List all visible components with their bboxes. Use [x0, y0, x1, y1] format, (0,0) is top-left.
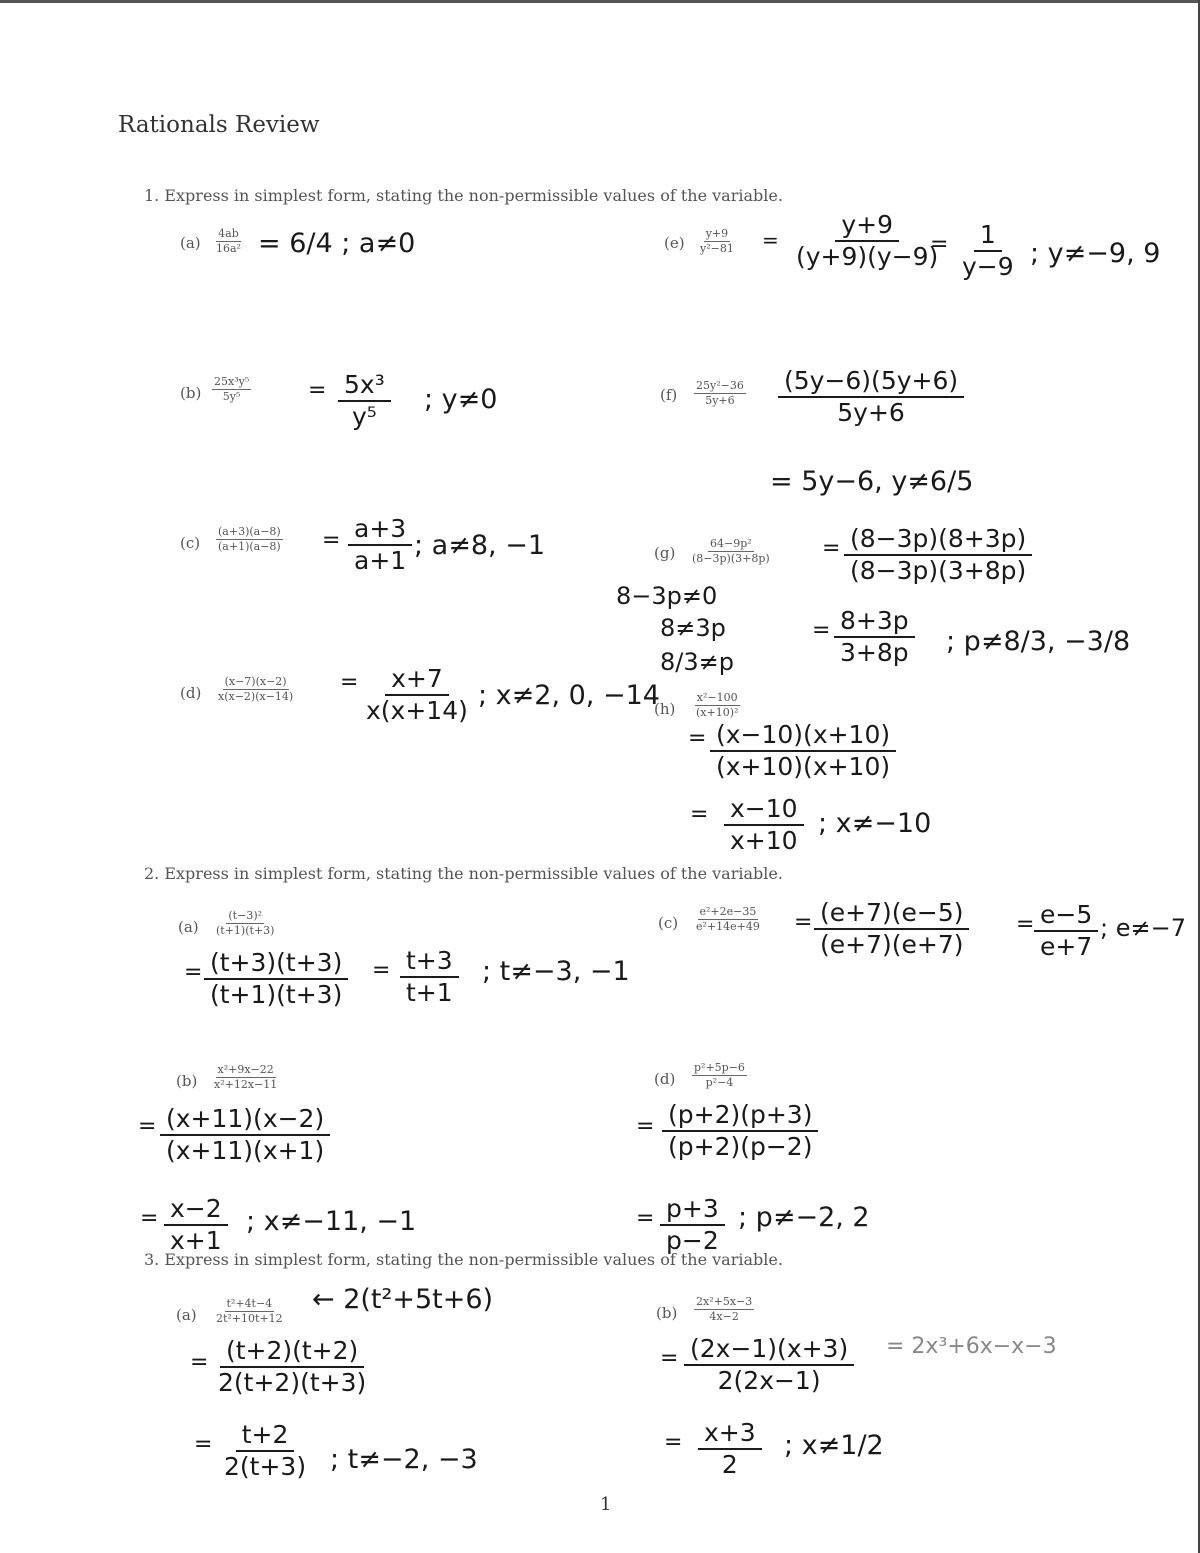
q3b-numerator: 2x²+5x−3: [696, 1295, 753, 1308]
q1g-work1-den: (8−3p)(3+8p): [850, 556, 1027, 585]
q3b-work1-den: 2(2x−1): [717, 1366, 821, 1395]
q1e-work2-num: 1: [974, 220, 1002, 252]
q3b-label: (b): [656, 1304, 678, 1322]
q2d-work2-num: p+3: [660, 1194, 725, 1226]
q2c-equals2: =: [1016, 912, 1035, 937]
q1d-work-tail: ; x≠2, 0, −14: [478, 680, 660, 711]
q3b-denominator: 4x−2: [709, 1310, 739, 1323]
q1e-work1-den: (y+9)(y−9): [796, 242, 939, 271]
q2d-work1-num: (p+2)(p+3): [662, 1100, 818, 1132]
q2c-work1-fraction: [814, 898, 969, 960]
q1f-work2: = 5y−6, y≠6/5: [770, 466, 974, 497]
q2a-equals2: =: [372, 958, 391, 983]
q1f-work1-den: 5y+6: [837, 398, 905, 427]
q1g-work-tail: ; p≠8/3, −3/8: [946, 626, 1131, 657]
q2d-fraction: [692, 1062, 747, 1089]
q3b-fraction: [694, 1296, 754, 1323]
q1g-equals2: =: [812, 618, 831, 643]
q3a-work-tail: ; t≠−2, −3: [330, 1444, 478, 1475]
q2d-work2-den: p−2: [666, 1226, 719, 1255]
q1g-work1-num: (8−3p)(8+3p): [844, 524, 1032, 556]
q1h-denominator: (x+10)²: [696, 706, 739, 719]
q3b-work1-fraction: [684, 1334, 854, 1396]
q1e-denominator: y²−81: [700, 242, 734, 255]
q1d-denominator: x(x−2)(x−14): [218, 690, 294, 703]
q1c-equals: =: [322, 528, 341, 553]
q2c-equals: =: [794, 910, 813, 935]
q1d-label: (d): [180, 684, 202, 702]
q2c-denominator: e²+14e+49: [696, 920, 760, 933]
q2a-label: (a): [178, 918, 199, 936]
q3b-work2-den: 2: [721, 1450, 738, 1479]
q2a-fraction: [214, 910, 276, 937]
q1g-side-note-2: 8≠3p: [660, 614, 726, 642]
q1b-fraction: [212, 376, 251, 403]
q3a-work1-den: 2(t+2)(t+3): [218, 1368, 367, 1397]
q1e-equals: =: [762, 228, 779, 252]
q2d-work-tail: ; p≠−2, 2: [738, 1202, 870, 1233]
q2c-work1-num: (e+7)(e−5): [814, 898, 969, 930]
q1a-fraction: [214, 228, 243, 255]
q2a-work1-den: (t+1)(t+3): [210, 980, 343, 1009]
q3a-side-note: ← 2(t²+5t+6): [312, 1284, 494, 1315]
q1c-fraction: [216, 526, 283, 553]
q1g-work2-num: 8+3p: [834, 606, 915, 638]
q1f-label: (f): [660, 386, 678, 404]
q1a-denominator: 16a²: [216, 242, 241, 255]
q2d-equals2: =: [636, 1206, 655, 1231]
q2b-work1-fraction: [160, 1104, 330, 1166]
q1g-work2-den: 3+8p: [840, 638, 909, 667]
q2d-label: (d): [654, 1070, 676, 1088]
q1h-work2-fraction: [724, 794, 804, 856]
q1h-work2-num: x−10: [724, 794, 804, 826]
q2a-work2-num: t+3: [400, 946, 459, 978]
q2c-fraction: [694, 906, 762, 933]
q1h-work1-den: (x+10)(x+10): [716, 752, 891, 781]
q1a-label: (a): [180, 234, 201, 252]
q2a-numerator: (t−3)²: [228, 909, 263, 922]
q2a-work2-fraction: [400, 946, 459, 1008]
q2a-work-tail: ; t≠−3, −1: [482, 956, 630, 987]
q1c-label: (c): [180, 534, 201, 552]
q1g-side-note-3: 8/3≠p: [660, 648, 734, 676]
q1e-work2-den: y−9: [962, 252, 1014, 281]
q1d-numerator: (x−7)(x−2): [224, 675, 287, 688]
q3a-work1-num: (t+2)(t+2): [220, 1336, 364, 1368]
q3b-work-tail: ; x≠1/2: [784, 1430, 884, 1461]
q3b-equals: =: [660, 1346, 679, 1371]
q2b-work1-den: (x+11)(x+1): [166, 1136, 325, 1165]
q2b-work2-num: x−2: [164, 1194, 228, 1226]
q1f-work1-num: (5y−6)(5y+6): [778, 366, 964, 398]
q2-instruction: 2. Express in simplest form, stating the non-permissible values of the variable.: [144, 864, 783, 883]
q1f-work1-fraction: [778, 366, 964, 428]
q1e-label: (e): [664, 234, 685, 252]
q3a-equals2: =: [194, 1432, 213, 1457]
q1e-equals2: =: [930, 232, 949, 257]
q1d-work-num: x+7: [385, 664, 449, 696]
q1c-work-num: a+3: [348, 514, 412, 546]
q1c-work-den: a+1: [354, 546, 407, 575]
q3a-equals: =: [190, 1350, 209, 1375]
q1b-work-fraction: [338, 370, 391, 432]
q3a-denominator: 2t²+10t+12: [216, 1312, 283, 1325]
q1h-equals: =: [688, 726, 707, 751]
q1b-work-num: 5x³: [338, 370, 391, 402]
q2c-work2-den: e+7: [1040, 932, 1093, 961]
q3b-equals2: =: [664, 1430, 683, 1455]
q2b-equals2: =: [140, 1206, 159, 1231]
q2d-denominator: p²−4: [705, 1076, 734, 1089]
q2c-numerator: e²+2e−35: [699, 905, 757, 918]
q2b-work2-fraction: [164, 1194, 228, 1256]
q3a-work2-den: 2(t+3): [224, 1452, 307, 1481]
q1a-work: = 6/4 ; a≠0: [258, 228, 416, 259]
q2d-numerator: p²+5p−6: [694, 1061, 745, 1074]
q1d-fraction: [216, 676, 295, 703]
q1e-work1-fraction: [790, 210, 944, 272]
q2b-equals: =: [138, 1114, 157, 1139]
page-title: Rationals Review: [118, 112, 320, 138]
q1e-numerator: y+9: [705, 227, 729, 240]
q1-instruction: 1. Express in simplest form, stating the non-permissible values of the variable.: [144, 186, 783, 205]
q2c-work-tail: ; e≠−7: [1100, 914, 1186, 942]
q1d-work-fraction: [360, 664, 474, 726]
q1h-work2-den: x+10: [730, 826, 798, 855]
q2b-work1-num: (x+11)(x−2): [160, 1104, 330, 1136]
q1h-numerator: x²−100: [696, 691, 738, 704]
q1g-fraction: [690, 538, 772, 565]
q3a-work2-num: t+2: [236, 1420, 295, 1452]
q2b-numerator: x²+9x−22: [217, 1063, 274, 1076]
q1d-work-den: x(x+14): [366, 696, 468, 725]
q1h-work-tail: ; x≠−10: [818, 808, 932, 839]
q2a-work1-num: (t+3)(t+3): [204, 948, 348, 980]
q2c-work1-den: (e+7)(e+7): [820, 930, 964, 959]
q1b-equals: =: [308, 378, 327, 403]
q2b-work2-den: x+1: [170, 1226, 222, 1255]
q2a-equals: =: [184, 960, 203, 985]
q3b-work2-num: x+3: [698, 1418, 762, 1450]
q1b-work-den: y⁵: [351, 402, 377, 431]
q3a-work2-fraction: [218, 1420, 312, 1482]
q2d-equals: =: [636, 1114, 655, 1139]
q1b-numerator: 25x³y⁵: [214, 375, 250, 388]
q2b-label: (b): [176, 1072, 198, 1090]
q2a-work2-den: t+1: [406, 978, 453, 1007]
q3a-fraction: [214, 1298, 285, 1325]
q1h-work1-num: (x−10)(x+10): [710, 720, 896, 752]
q1e-fraction: [698, 228, 736, 255]
page-number: 1: [600, 1494, 612, 1515]
q1b-denominator: 5y⁵: [222, 390, 241, 403]
q1c-denominator: (a+1)(a−8): [218, 540, 281, 553]
q3-instruction: 3. Express in simplest form, stating the non-permissible values of the variable.: [144, 1250, 783, 1269]
q1c-work-fraction: [348, 514, 412, 576]
q2c-work2-num: e−5: [1034, 900, 1098, 932]
q2a-work1-fraction: [204, 948, 348, 1010]
q1g-side-note-1: 8−3p≠0: [616, 582, 718, 610]
q2b-work-tail: ; x≠−11, −1: [246, 1206, 417, 1237]
q1d-equals: =: [340, 670, 359, 695]
q1b-label: (b): [180, 384, 202, 402]
q3b-work1-num: (2x−1)(x+3): [684, 1334, 854, 1366]
q2c-work2-fraction: [1034, 900, 1098, 962]
q3b-side-note: = 2x³+6x−x−3: [886, 1334, 1057, 1359]
q1a-numerator: 4ab: [218, 227, 239, 240]
q2d-work2-fraction: [660, 1194, 725, 1256]
q2d-work1-den: (p+2)(p−2): [668, 1132, 813, 1161]
q1e-work1-num: y+9: [835, 210, 899, 242]
q2b-denominator: x²+12x−11: [214, 1078, 278, 1091]
q1g-label: (g): [654, 544, 676, 562]
q1e-work-tail: ; y≠−9, 9: [1030, 238, 1161, 269]
scan-top-edge: [0, 0, 1200, 3]
q2a-denominator: (t+1)(t+3): [216, 924, 275, 937]
q1f-numerator: 25y²−36: [696, 379, 744, 392]
q1g-work2-fraction: [834, 606, 915, 668]
q1h-equals2: =: [690, 802, 709, 827]
q3a-numerator: t²+4t−4: [226, 1297, 273, 1310]
q3b-work2-fraction: [698, 1418, 762, 1480]
q1f-fraction: [694, 380, 746, 407]
q1g-denominator: (8−3p)(3+8p): [692, 552, 770, 565]
q1f-denominator: 5y+6: [705, 394, 735, 407]
q1e-work2-fraction: [956, 220, 1020, 282]
q1h-label: (h): [654, 700, 676, 718]
q2d-work1-fraction: [662, 1100, 818, 1162]
q1h-work1-fraction: [710, 720, 896, 782]
q3a-label: (a): [176, 1306, 197, 1324]
q1c-numerator: (a+3)(a−8): [218, 525, 281, 538]
q1g-numerator: 64−9p²: [710, 537, 752, 550]
q3a-work1-fraction: [212, 1336, 372, 1398]
q1h-fraction: [694, 692, 740, 719]
q2c-label: (c): [658, 914, 679, 932]
q1c-work-tail: ; a≠8, −1: [414, 530, 545, 561]
q1b-work-tail: ; y≠0: [424, 384, 498, 415]
q2b-fraction: [212, 1064, 279, 1091]
q1g-work1-fraction: [844, 524, 1032, 586]
q1g-equals: =: [822, 536, 841, 561]
